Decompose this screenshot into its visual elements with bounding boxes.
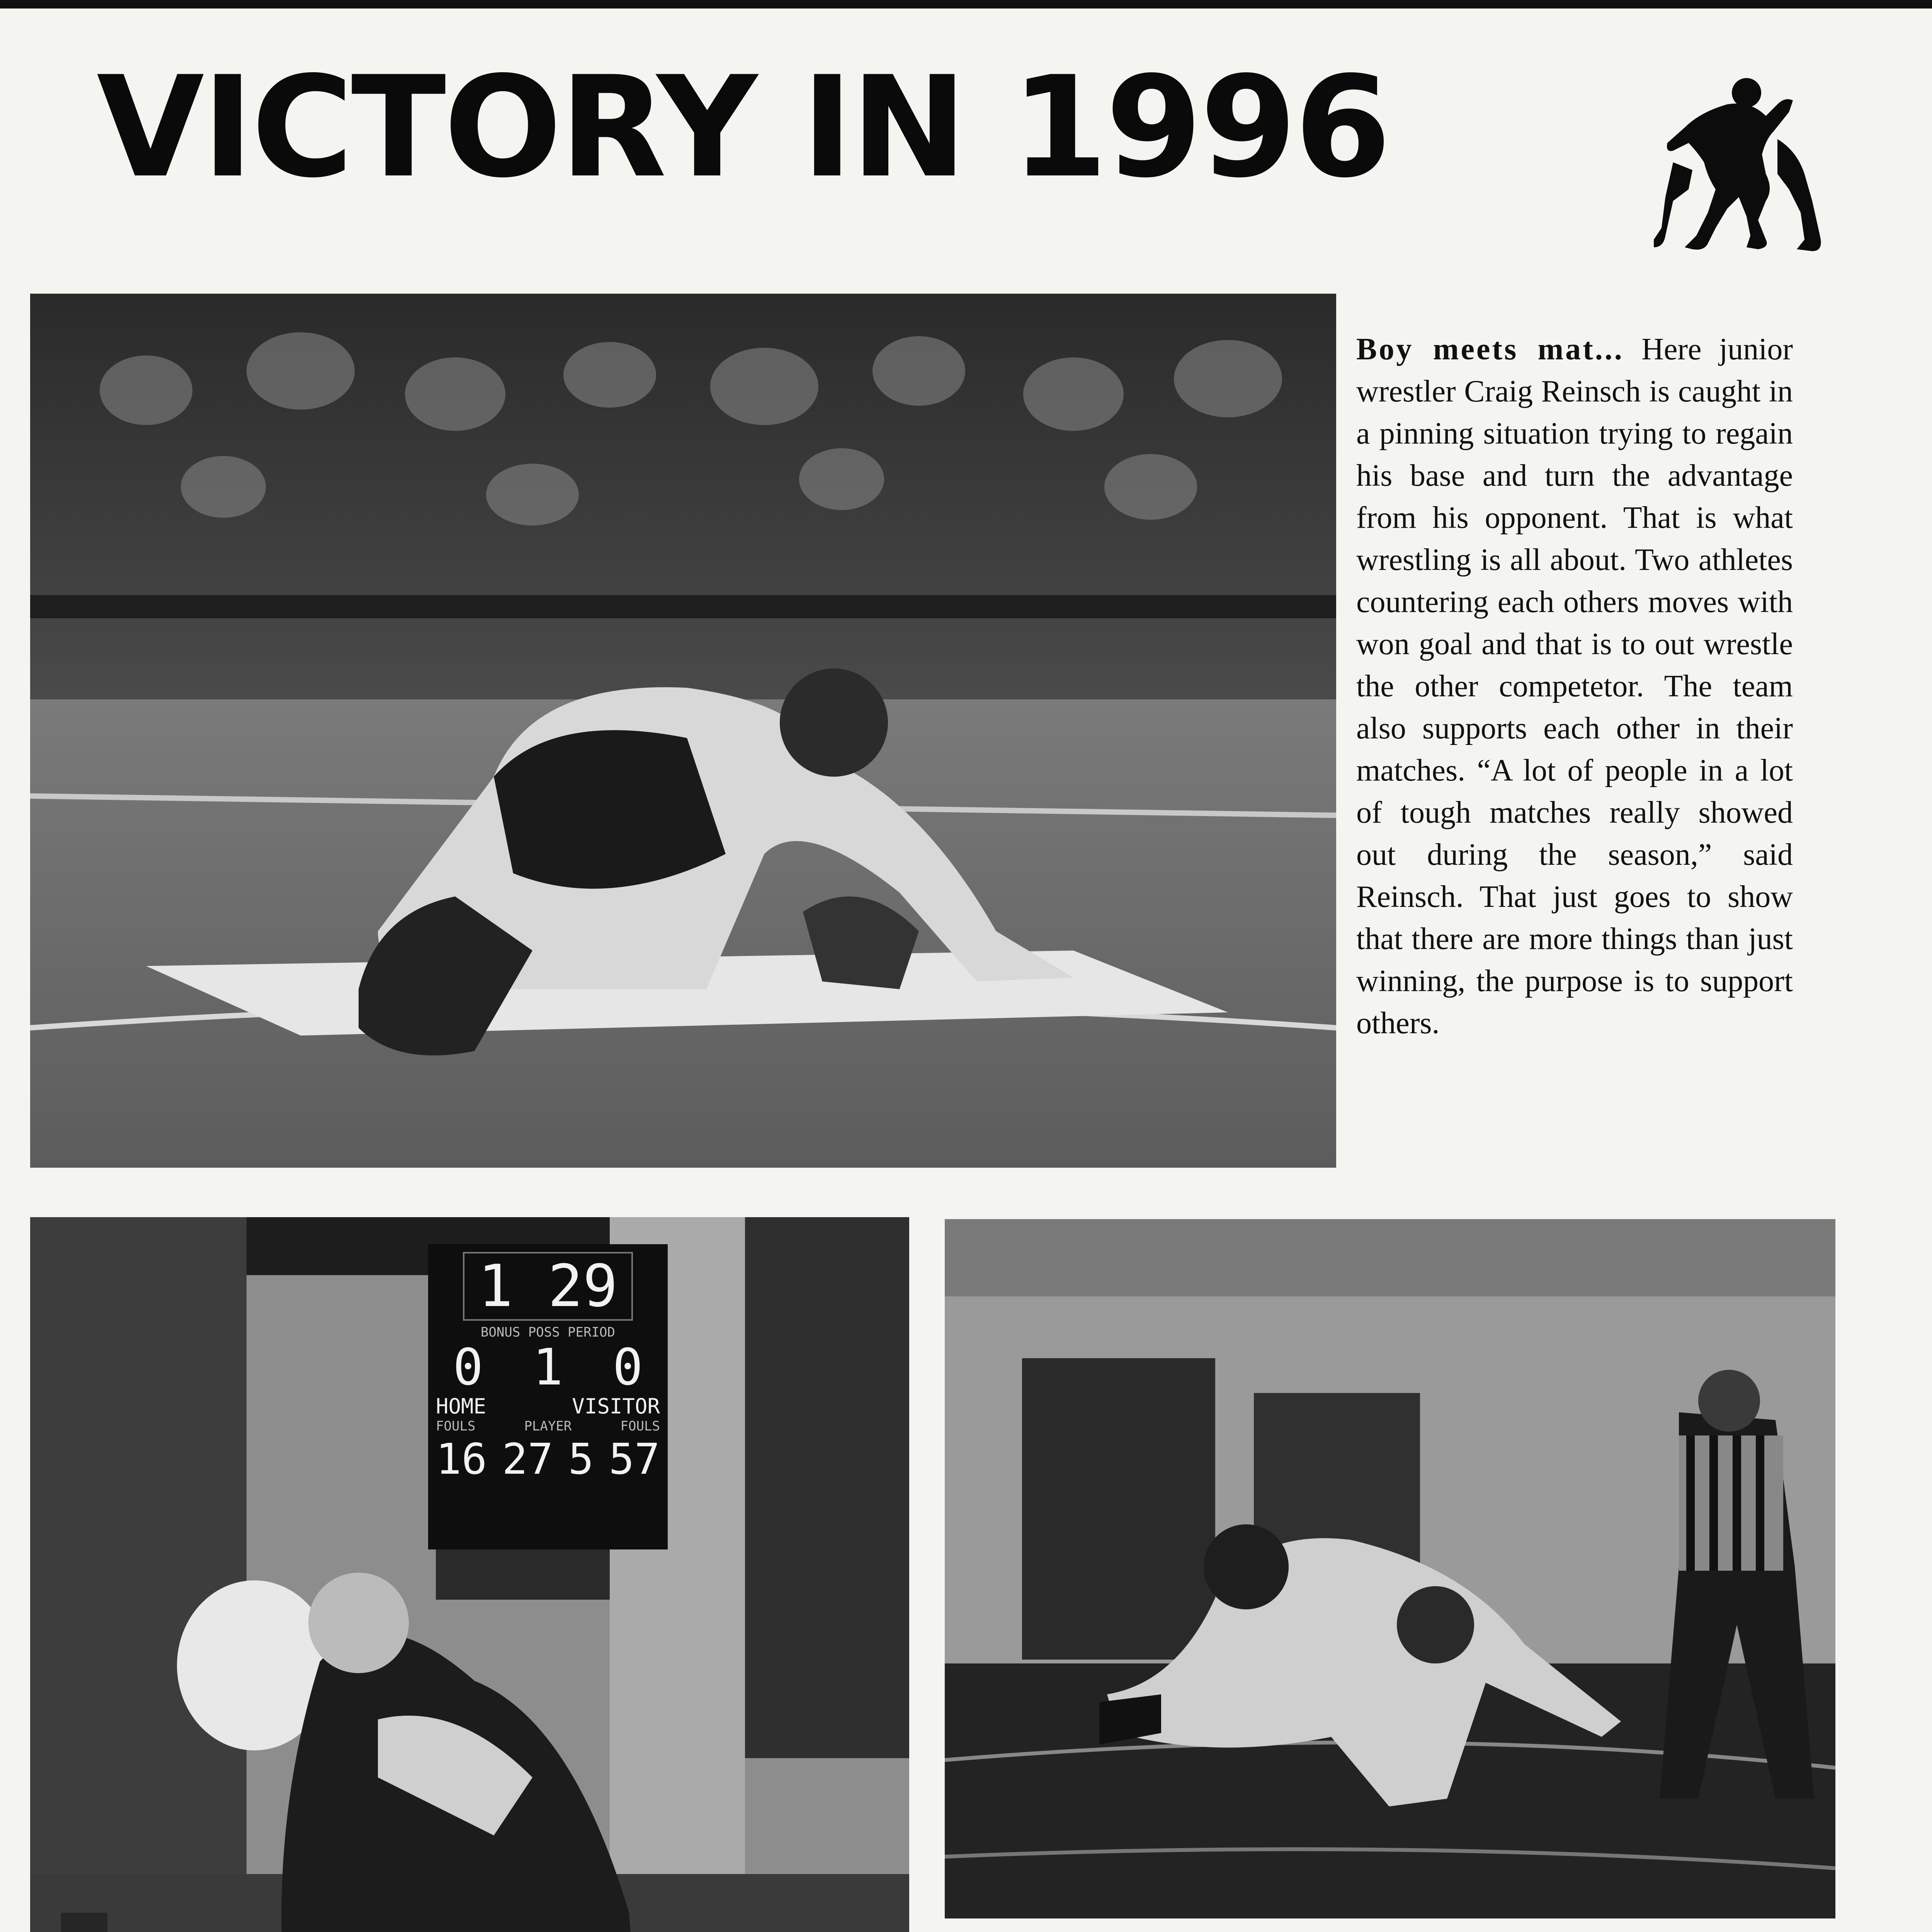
player-fouls: 5 (568, 1434, 594, 1484)
home-fouls: 16 (436, 1434, 487, 1484)
wrestlers-silhouette-icon (1650, 73, 1828, 259)
period-number: 1 (532, 1338, 563, 1396)
home-label: HOME (436, 1394, 486, 1418)
page-title: VICTORY IN 1996 (97, 46, 1389, 208)
visitor-label: VISITOR (572, 1394, 660, 1418)
caption-body: Here junior wrestler Craig Reinsch is caught in a pinning situation trying to regain his base and turn the advantage from his opponent. That is what wrestling is all about. Two athletes countering each others moves with won goal and that is to out wrestle the other competetor. The team also supports each other in their matches. “A lot of people in a lot of tough matches really showed out during the season,” said Reinsch. That just goes to show that there are more things than just winning, the purpose is to support others. (1356, 332, 1793, 1040)
fouls-label-2: FOULS (620, 1418, 660, 1434)
main-photo-caption (1356, 328, 1793, 1044)
home-score: 0 (453, 1338, 483, 1396)
player-label: PLAYER (524, 1418, 572, 1434)
scoreboard-period-label: BONUS POSS PERIOD (481, 1325, 615, 1340)
player-number: 27 (502, 1434, 553, 1484)
scoreboard (428, 1244, 668, 1549)
standoff-photo (30, 1217, 909, 1932)
page-top-border (0, 0, 1932, 9)
fouls-label: FOULS (436, 1418, 476, 1434)
cradle-photo (945, 1219, 1835, 1918)
scoreboard-time: 1 29 (463, 1252, 633, 1321)
caption-lead: Boy meets mat... (1356, 332, 1624, 366)
visitor-fouls: 57 (609, 1434, 660, 1484)
visitor-score: 0 (612, 1338, 643, 1396)
wrestling-match-photo (30, 294, 1336, 1168)
